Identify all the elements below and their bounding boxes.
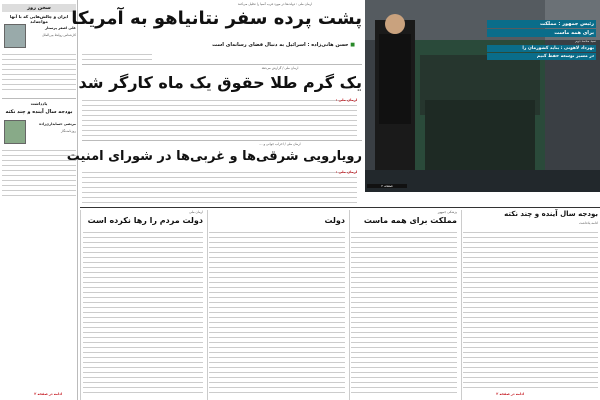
author1-name: علی اصغر پرستار [44, 26, 76, 30]
photo-caption [485, 18, 598, 72]
author1-avatar [4, 24, 26, 48]
caption-line3: سید محمد دوم [575, 39, 596, 43]
bottom-col2 [207, 210, 347, 400]
lead-kicker: ارمان ملی : دولت‌ها در مورد غرب آسیا را تحلیل می‌کنند [237, 2, 313, 6]
left-divider [2, 98, 76, 99]
bottom-top-rule [80, 207, 600, 208]
left-section2-label: یادداشت [30, 101, 48, 106]
lead-divider [82, 64, 362, 65]
story3-lead-label: ارمان ملی : [335, 170, 357, 174]
lead-deck-text: حسن هانی‌زاده : اسرائیل به دنبال فضای رسانه‌ای است [212, 42, 349, 48]
caption-line1: رئیس جمهور : مملکت [487, 20, 596, 28]
bottom-col4-footer: ادامه در صفحه ۲ [496, 392, 524, 396]
bottom-col4-body [463, 230, 598, 390]
author2-avatar [4, 120, 26, 144]
bottom-col1-label: ارمان ملی [189, 210, 203, 214]
bottom-col3-headline: مملکت برای همه ماست [363, 216, 457, 225]
caption-line2: برای همه ماست [487, 29, 596, 37]
bullet-icon: ■ [350, 42, 355, 48]
author1-role: کارشناس روابط بین‌الملل [42, 33, 76, 37]
left-footer: ادامه در صفحه ۲ [34, 392, 62, 396]
bottom-col1-body [83, 230, 203, 395]
story2-lead-label: ارمان ملی : [335, 98, 357, 102]
photo-page-ref: صفحه ۲ [367, 184, 407, 188]
story3-body [82, 170, 357, 206]
story2-divider [82, 140, 362, 141]
bottom-col2-body [209, 230, 345, 395]
story2-headline: یک گرم طلا حقوق یک ماه کارگر شد [78, 73, 362, 92]
story2-kicker: ارمان ملی / گزارش می‌دهد [261, 66, 299, 70]
author2-name: مرتضی حسابداری‌زاده [39, 122, 76, 126]
story2-body [82, 98, 357, 136]
author2-role: روزنامه‌نگار [60, 129, 76, 133]
left-box2-body [2, 148, 76, 196]
left-box2-title: بودجه سال آینده و چند نکته [5, 109, 73, 115]
left-box1-title: سخن روز [2, 4, 76, 12]
lead-body [82, 52, 152, 62]
bottom-col4-headline: بودجه سال آینده و چند نکته [504, 210, 598, 218]
left-box1-body [2, 52, 76, 92]
bottom-col3 [349, 210, 459, 400]
bottom-col4-sub: ادامه یادداشت [578, 221, 598, 225]
lead-headline: پشت پرده سفر نتانیاهو به آمریکا [71, 8, 362, 29]
story3-headline: رویارویی شرقی‌ها و غربی‌ها در شورای امنیت [66, 149, 362, 164]
caption-line4: بهرداد لاهوتی : بناید کشورمان را [487, 45, 596, 52]
left-box1-subtitle: ایران و چالش‌هایی که با آنها مواجه‌اند [9, 14, 69, 24]
lead-photo [365, 0, 600, 192]
lead-deck [150, 42, 355, 48]
story3-kicker: ارمان ملی / احزاب جوانی و ... [259, 142, 301, 146]
left-column [0, 0, 78, 400]
bottom-col2-headline: دولت [324, 216, 345, 225]
bottom-col3-body [351, 230, 457, 395]
bottom-col3-sub: پزشکی جمهور [437, 210, 457, 214]
bottom-col1 [80, 210, 205, 400]
bottom-col1-headline: دولت مردم را رها نکرده است [87, 216, 203, 225]
caption-line5: در مسیر توسعه حفظ کنیم [487, 53, 596, 60]
bottom-col4 [461, 210, 600, 400]
